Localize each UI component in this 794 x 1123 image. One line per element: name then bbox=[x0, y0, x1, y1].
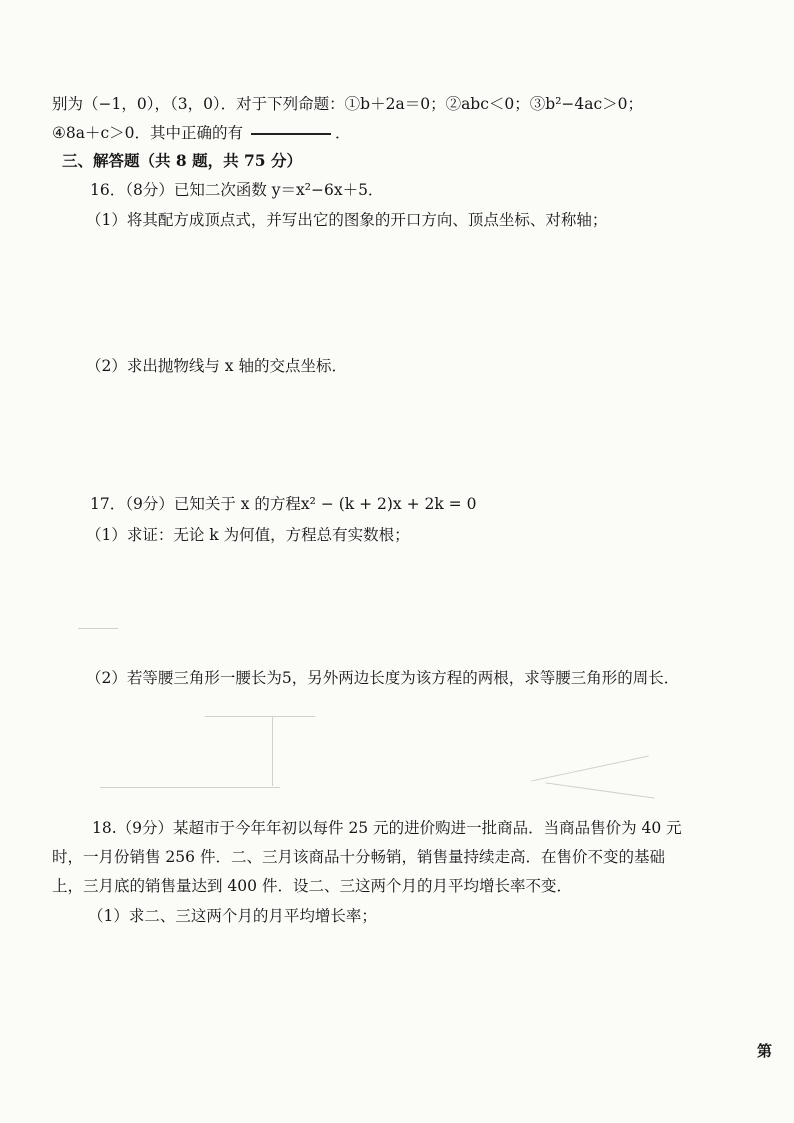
q17-part1: （1）求证：无论 k 为何值，方程总有实数根； bbox=[86, 526, 410, 544]
continuation-line-2 bbox=[52, 123, 351, 143]
bleed-through-line bbox=[78, 628, 118, 629]
q16-part1: （1）将其配方成顶点式，并写出它的图象的开口方向、顶点坐标、对称轴； bbox=[86, 211, 608, 229]
bleed-through-line bbox=[205, 716, 315, 717]
q17-stem: 17．（9分）已知关于 x 的方程x² − (k + 2)x + 2k = 0 bbox=[90, 495, 477, 513]
q18-line1: 18.（9分）某超市于今年年初以每件 25 元的进价购进一批商品．当商品售价为 40 元 bbox=[92, 819, 682, 837]
continuation-line-1: 别为（−1，0），（3，0）．对于下列命题：①b＋2a＝0；②abc＜0；③b²−4ac＞0； bbox=[52, 95, 644, 113]
bleed-through-line bbox=[531, 756, 649, 782]
bleed-through-line bbox=[545, 782, 654, 798]
page-number-mark: 第 bbox=[756, 1042, 772, 1060]
q16-part2: （2）求出抛物线与 x 轴的交点坐标． bbox=[86, 357, 347, 375]
bleed-through-line bbox=[100, 787, 280, 788]
bleed-through-line bbox=[272, 716, 273, 786]
q16-stem: 16．（8分）已知二次函数 y＝x²−6x＋5． bbox=[90, 181, 384, 199]
section-heading: 三、解答题（共 8 题，共 75 分） bbox=[62, 151, 302, 170]
q18-part1: （1）求二、三这两个月的月平均增长率； bbox=[88, 907, 377, 925]
q18-line2: 时，一月份销售 256 件．二、三月该商品十分畅销，销售量持续走高．在售价不变的基础 bbox=[52, 848, 665, 866]
q18-line3: 上，三月底的销售量达到 400 件．设二、三这两个月的月平均增长率不变． bbox=[52, 877, 572, 895]
continuation-line-2-end: ． bbox=[335, 124, 351, 142]
answer-blank[interactable] bbox=[251, 133, 331, 135]
q17-part2: （2）若等腰三角形一腰长为5，另外两边长度为该方程的两根，求等腰三角形的周长． bbox=[86, 669, 680, 687]
continuation-line-2-text: ④8a＋c＞0．其中正确的有 bbox=[52, 124, 244, 142]
